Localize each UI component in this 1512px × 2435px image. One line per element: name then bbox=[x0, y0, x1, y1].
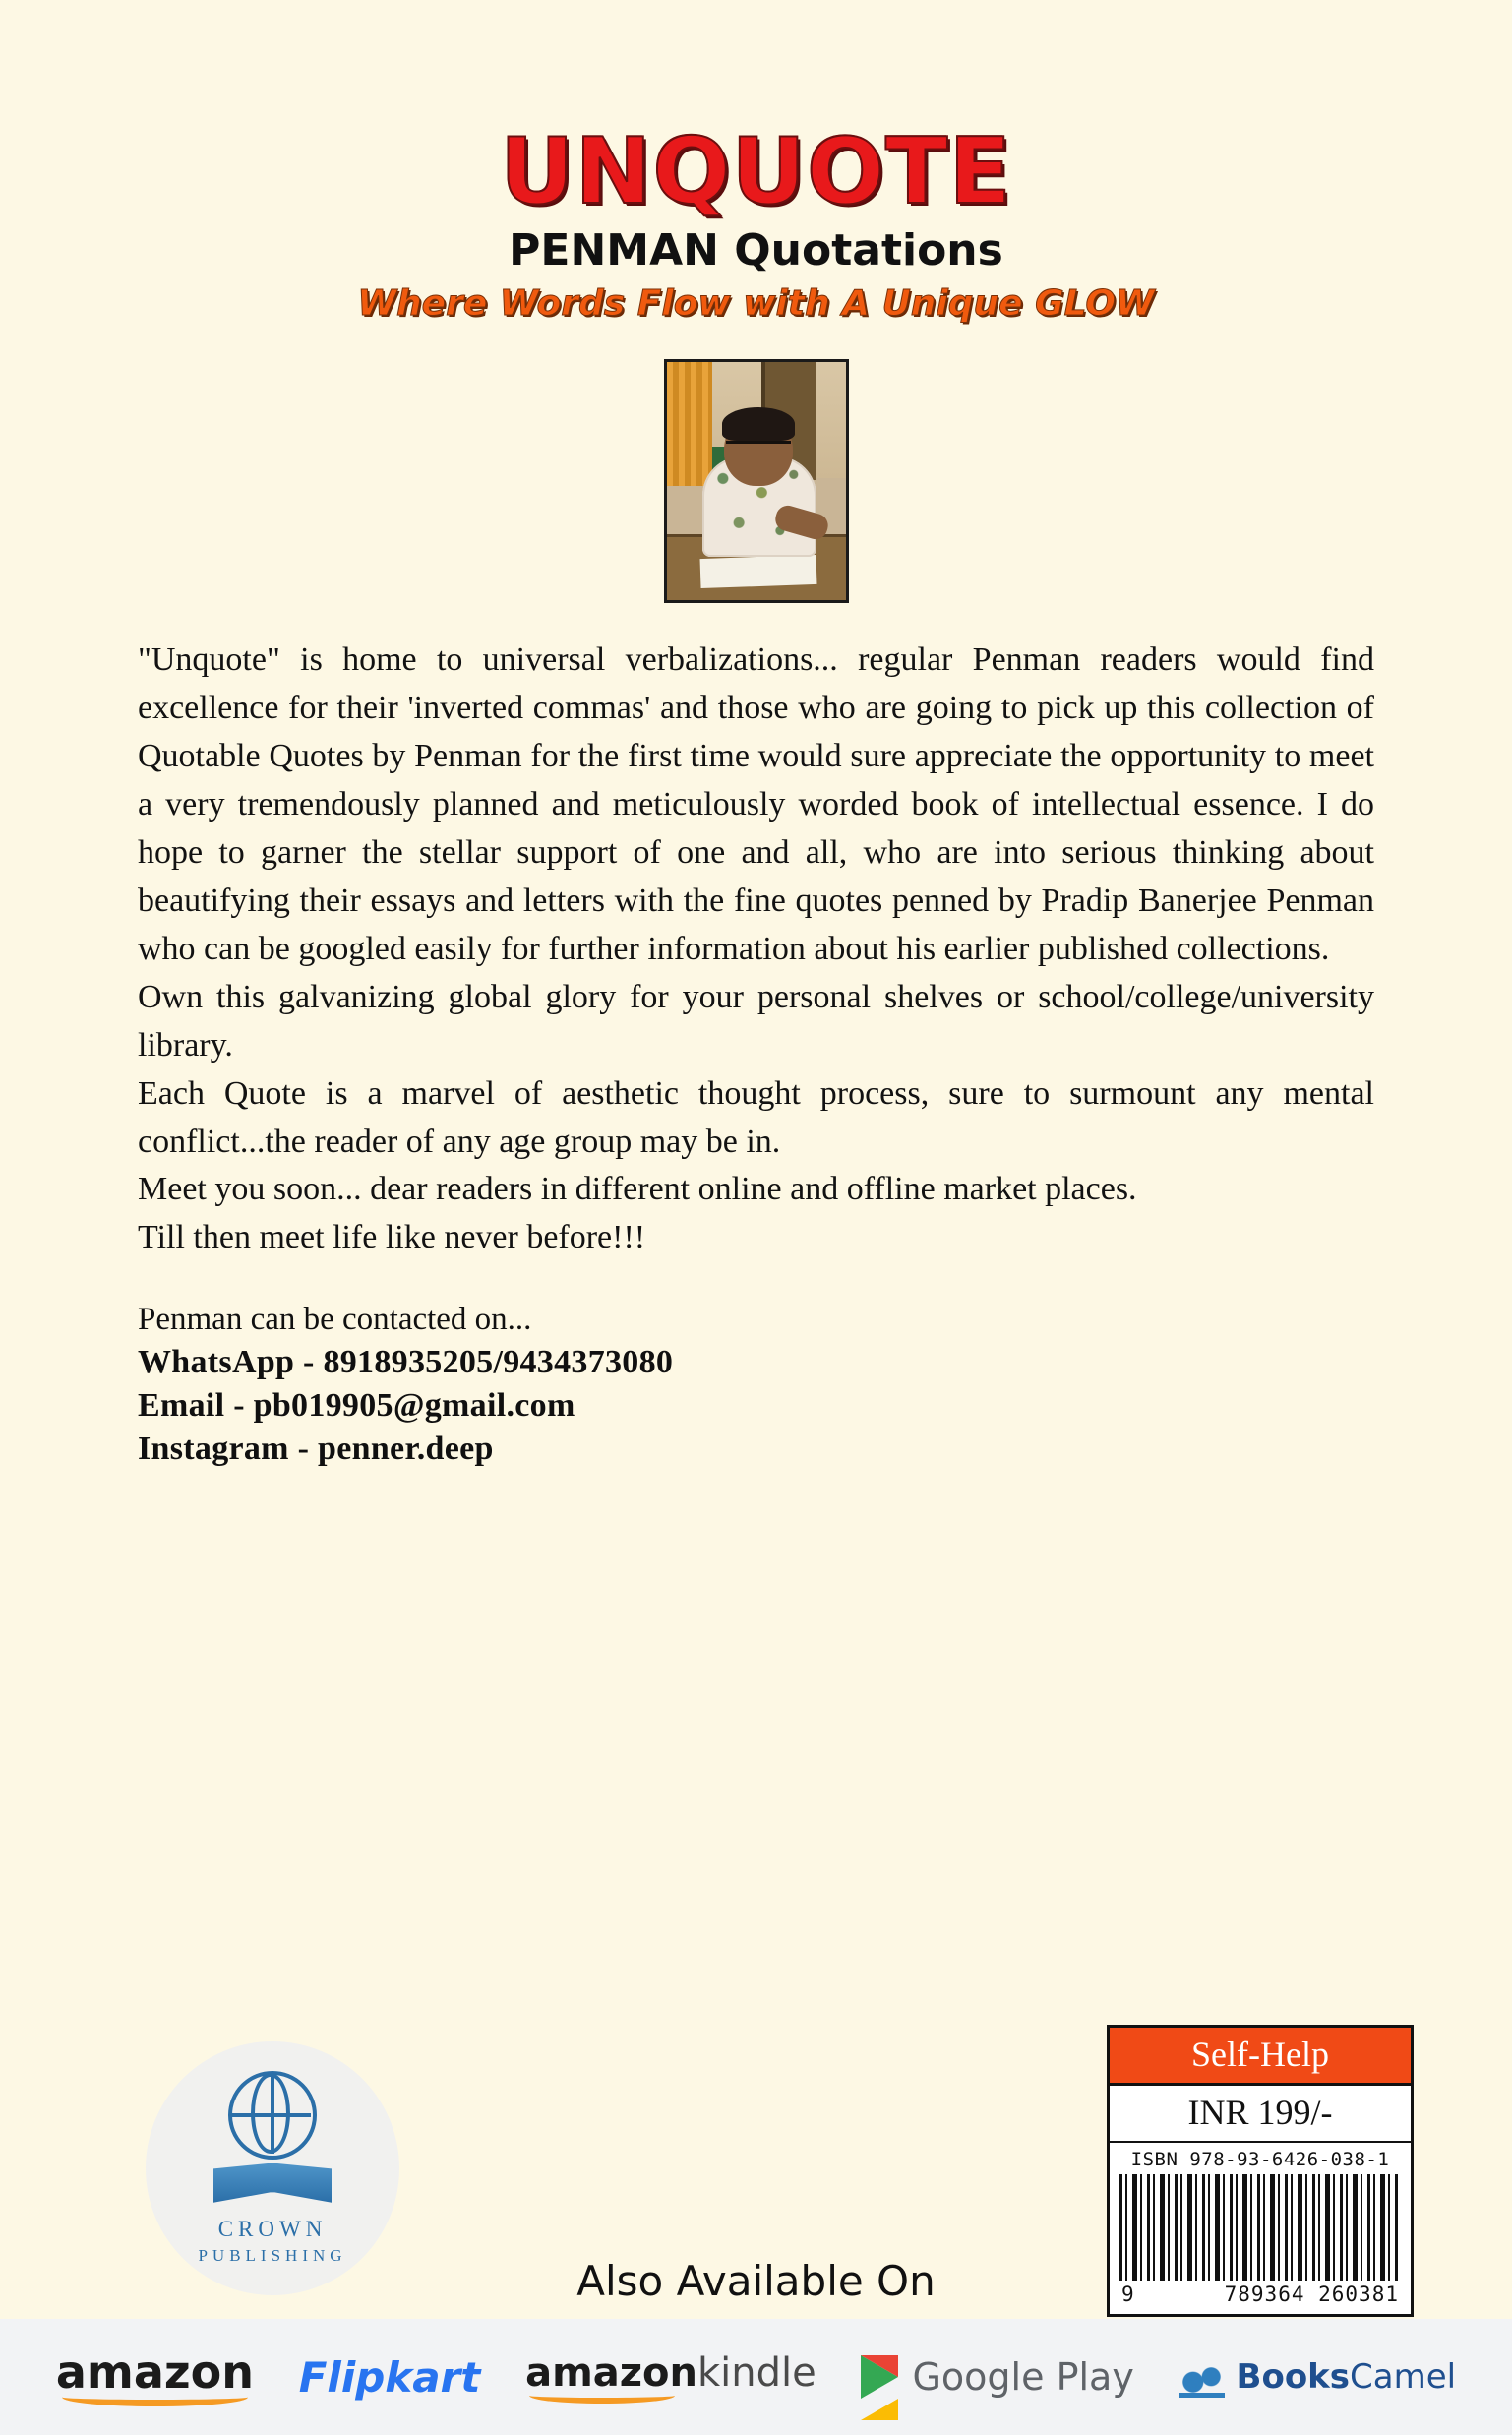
genre-badge: Self-Help bbox=[1110, 2028, 1411, 2086]
page-title: UNQUOTE bbox=[500, 118, 1012, 224]
blurb-text bbox=[138, 637, 1374, 1262]
retailer-amazon-kindle[interactable] bbox=[525, 2350, 816, 2404]
contact-email: Email - pb019905@gmail.com bbox=[138, 1387, 575, 1425]
retailer-bar bbox=[0, 2319, 1512, 2435]
retailer-google-play[interactable] bbox=[861, 2355, 1133, 2399]
contact-intro: Penman can be contacted on... bbox=[138, 1302, 532, 1338]
bookscamel-label-bold: Books bbox=[1236, 2357, 1351, 2397]
photo-author-hair bbox=[722, 407, 795, 441]
isbn-text: ISBN 978-93-6426-038-1 bbox=[1130, 2149, 1390, 2170]
retailer-bookscamel[interactable] bbox=[1179, 2357, 1457, 2398]
title-block bbox=[0, 0, 1512, 322]
publisher-name: CROWN bbox=[217, 2216, 328, 2241]
bookscamel-label-light: Camel bbox=[1350, 2357, 1457, 2397]
photo-paper bbox=[699, 555, 816, 588]
blurb-paragraph-2: Own this galvanizing global glory for your personal shelves or school/college/university library. bbox=[138, 978, 1374, 1064]
blurb-paragraph-1: "Unquote" is home to universal verbalizations... regular Penman readers would find excellence for their 'inverted commas' and those who are going to pick up this collection of Quotable Quotes by Penman for the first time would sure appreciate the opportunity to meet a very tremendously planned and meticulously worded book of intellectual essence. I do hope to garner the stellar support of one and all, who are into serious thinking about beautifying their essays and letters with the fine quotes penned by Pradip Banerjee Penman who can be googled easily for further information about his earlier published collections. bbox=[138, 641, 1374, 967]
photo-author-glasses bbox=[726, 441, 791, 456]
blurb-paragraph-4: Meet you soon... dear readers in different online and offline market places. bbox=[138, 1171, 1137, 1208]
barcode-digit-left: 9 bbox=[1121, 2283, 1135, 2306]
kindle-logo bbox=[525, 2350, 816, 2404]
google-play-icon bbox=[861, 2355, 898, 2399]
retailer-amazon[interactable] bbox=[56, 2345, 254, 2408]
open-book-icon bbox=[213, 2163, 332, 2203]
price-label: INR 199/- bbox=[1110, 2086, 1411, 2143]
photo-curtain bbox=[667, 362, 712, 486]
blurb-paragraph-5: Till then meet life like never before!!! bbox=[138, 1219, 646, 1256]
google-play-label: Google Play bbox=[912, 2355, 1134, 2399]
camel-icon bbox=[1179, 2357, 1225, 2398]
amazon-logo: amazon bbox=[56, 2345, 254, 2408]
kindle-logo-bold: amazon bbox=[525, 2350, 697, 2396]
globe-icon bbox=[228, 2071, 317, 2160]
barcode-digit-right: 789364 260381 bbox=[1224, 2283, 1399, 2306]
contact-whatsapp: WhatsApp - 8918935205/9434373080 bbox=[138, 1344, 674, 1381]
kindle-logo-light: kindle bbox=[697, 2350, 816, 2396]
globe-meridian bbox=[251, 2073, 290, 2154]
contact-block bbox=[138, 1302, 1374, 1468]
author-photo bbox=[664, 359, 849, 603]
book-tagline: Where Words Flow with A Unique GLOW bbox=[357, 283, 1155, 324]
blurb-paragraph-3: Each Quote is a marvel of aesthetic thought process, sure to surmount any mental conflict...the reader of any age group may be in. bbox=[138, 1074, 1374, 1160]
publisher-subname: PUBLISHING bbox=[198, 2246, 347, 2266]
flipkart-logo: Flipkart bbox=[298, 2352, 481, 2402]
contact-instagram: Instagram - penner.deep bbox=[138, 1431, 494, 1468]
retailer-flipkart[interactable] bbox=[299, 2353, 481, 2402]
also-available-heading: Also Available On bbox=[576, 2257, 936, 2305]
book-subtitle: PENMAN Quotations bbox=[509, 225, 1003, 275]
